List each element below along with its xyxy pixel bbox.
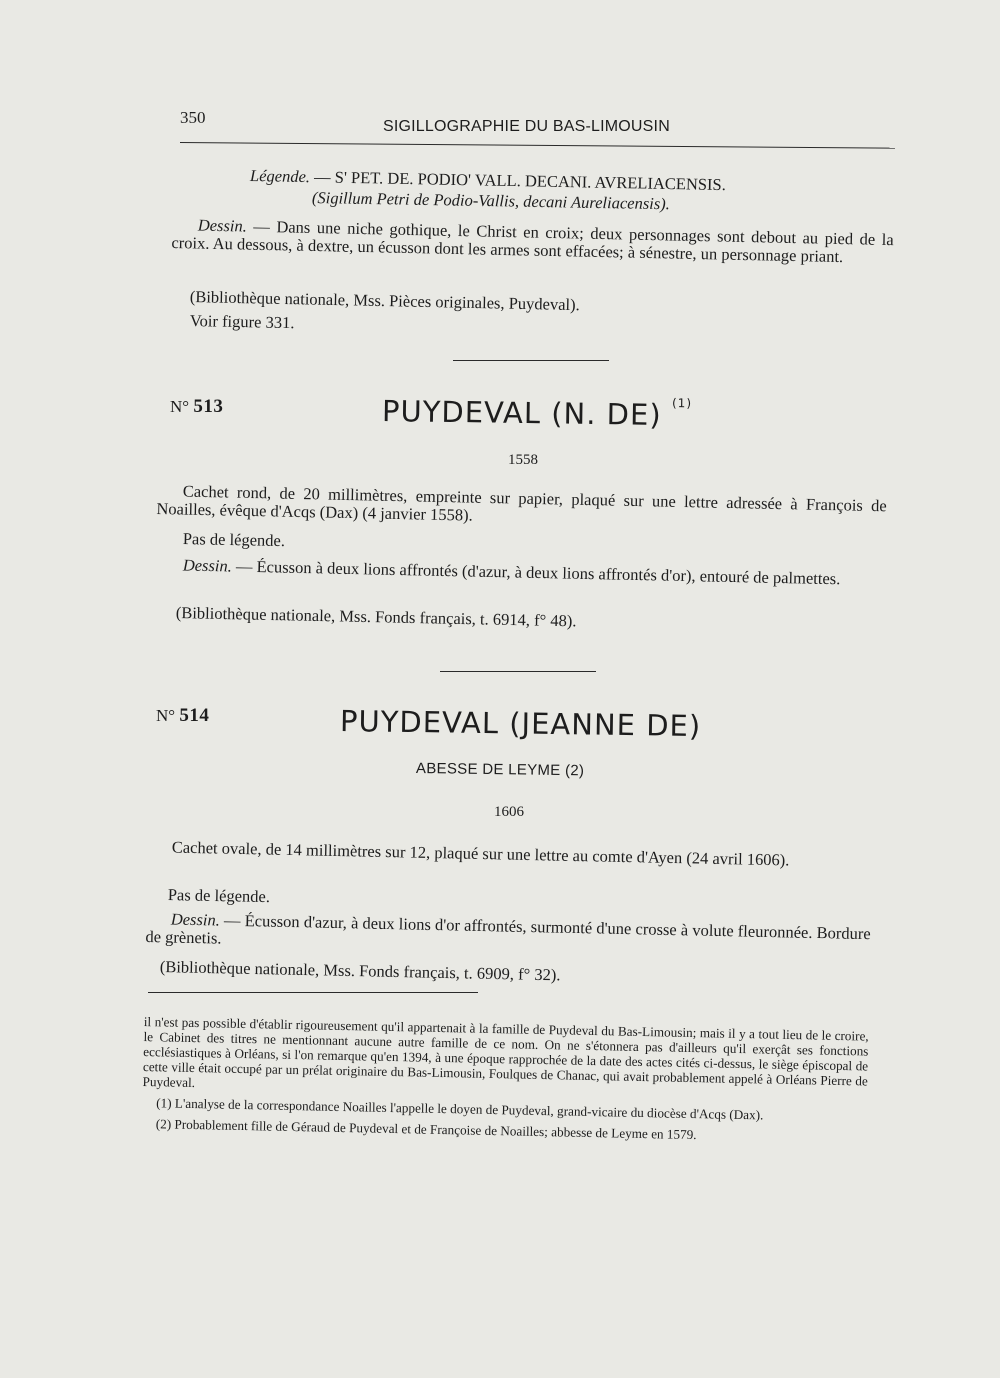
entry-514-dessin xyxy=(145,910,871,961)
prev-source: (Bibliothèque nationale, Mss. Pièces originales, Puydeval). xyxy=(189,287,580,315)
entry-514-description: Cachet ovale, de 14 millimètres sur 12, plaqué sur une lettre au comte d'Ayen (24 avril 1606). xyxy=(171,837,790,870)
entry-513-year: 1558 xyxy=(508,452,538,468)
entry-514-year: 1606 xyxy=(494,804,524,820)
entry-513-prefix: N° xyxy=(170,397,190,416)
entry-514-number xyxy=(156,705,209,727)
section-rule xyxy=(440,671,596,672)
entry-514-subtitle: ABESSE DE LEYME (2) xyxy=(415,760,585,780)
running-title: SIGILLOGRAPHIE DU BAS-LIMOUSIN xyxy=(383,118,670,135)
entry-513-dessin xyxy=(159,556,884,589)
entry-513-footnote-ref: (1) xyxy=(671,396,693,411)
entry-514-num: 514 xyxy=(179,705,210,726)
footnote-continued: il n'est pas possible d'établir rigoureusement qu'il appartenait à la famille de Puydeval du Bas-Limousin; mais il y a tout lieu de le croire, le Cabinet des titres ne mentionnant aucune autre famille de ce nom. On ne s'étonnera pas d'ailleurs qu'il exerçât ses fonctions ecclésiastiques à Orléans, si l'on remarque qu'en 1394, à une époque rapprochée de la date des actes cités ci-dessus, le siège épiscopal de cette ville était occupé par un prélat originaire du Bas-Limousin, Foulques de Chanac, qui avait probablement appelé à Orléans Pierre de Puydeval. xyxy=(142,1014,869,1091)
entry-513-description: Cachet rond, de 20 millimètres, empreinte sur papier, plaqué sur une lettre adressée à François de Noailles, évêque d'Acqs (Dax) (4 janvier 1558). xyxy=(156,481,887,525)
entry-513-title xyxy=(382,394,692,432)
header-rule xyxy=(180,142,895,149)
entry-513-title-text: PUYDEVAL (N. DE) xyxy=(381,394,662,432)
prev-legend-label: Légende. xyxy=(249,166,311,187)
entry-514-source: (Bibliothèque nationale, Mss. Fonds français, t. 6909, f° 32). xyxy=(159,957,561,985)
page-header xyxy=(180,104,895,140)
entry-513-dessin-label: Dessin. xyxy=(182,555,233,576)
entry-514-dessin-label: Dessin. xyxy=(170,909,221,930)
footnote-1: (1) L'analyse de la correspondance Noailles l'appelle le doyen de Puydeval, grand-vicaire du diocèse d'Acqs (Dax). xyxy=(156,1095,764,1123)
entry-514-legend: Pas de légende. xyxy=(167,885,271,907)
entry-513-source: (Bibliothèque nationale, Mss. Fonds français, t. 6914, f° 48). xyxy=(175,603,577,631)
entry-513-legend: Pas de légende. xyxy=(182,529,286,551)
entry-513-number xyxy=(170,396,223,418)
prev-legend-latin: (Sigillum Petri de Podio-Vallis, decani Aureliacensis). xyxy=(311,188,671,214)
prev-legend-text: — S' PET. DE. PODIO' VALL. DECANI. AVRELIACENSIS. xyxy=(313,167,727,195)
footnote-rule xyxy=(148,992,478,993)
entry-514-dessin-text: — Écusson d'azur, à deux lions d'or affrontés, surmonté d'une crosse à volute fleuronnée. Bordure de grènetis. xyxy=(145,910,871,948)
prev-dessin-text: — Dans une niche gothique, le Christ en croix; deux personnages sont debout au pied de la croix. Au dessous, à dextre, un écusson dont les armes sont effacées; à sénestre, un personnage priant. xyxy=(171,216,894,267)
footnotes xyxy=(142,1014,869,1152)
page-number: 350 xyxy=(180,108,206,127)
entry-513-num: 513 xyxy=(193,396,224,417)
footnote-2: (2) Probablement fille de Géraud de Puydeval et de Françoise de Noailles; abbesse de Leyme en 1579. xyxy=(155,1116,697,1143)
prev-figure-ref: Voir figure 331. xyxy=(189,311,295,333)
entry-514-prefix: N° xyxy=(156,706,176,725)
entry-514-title: PUYDEVAL (JEANNE DE) xyxy=(339,704,702,744)
entry-513-dessin-text: — Écusson à deux lions affrontés (d'azur, à deux lions affrontés d'or), entouré de palmettes. xyxy=(235,556,841,589)
prev-dessin xyxy=(171,216,894,267)
prev-dessin-label: Dessin. xyxy=(197,215,248,236)
section-rule xyxy=(453,360,609,361)
